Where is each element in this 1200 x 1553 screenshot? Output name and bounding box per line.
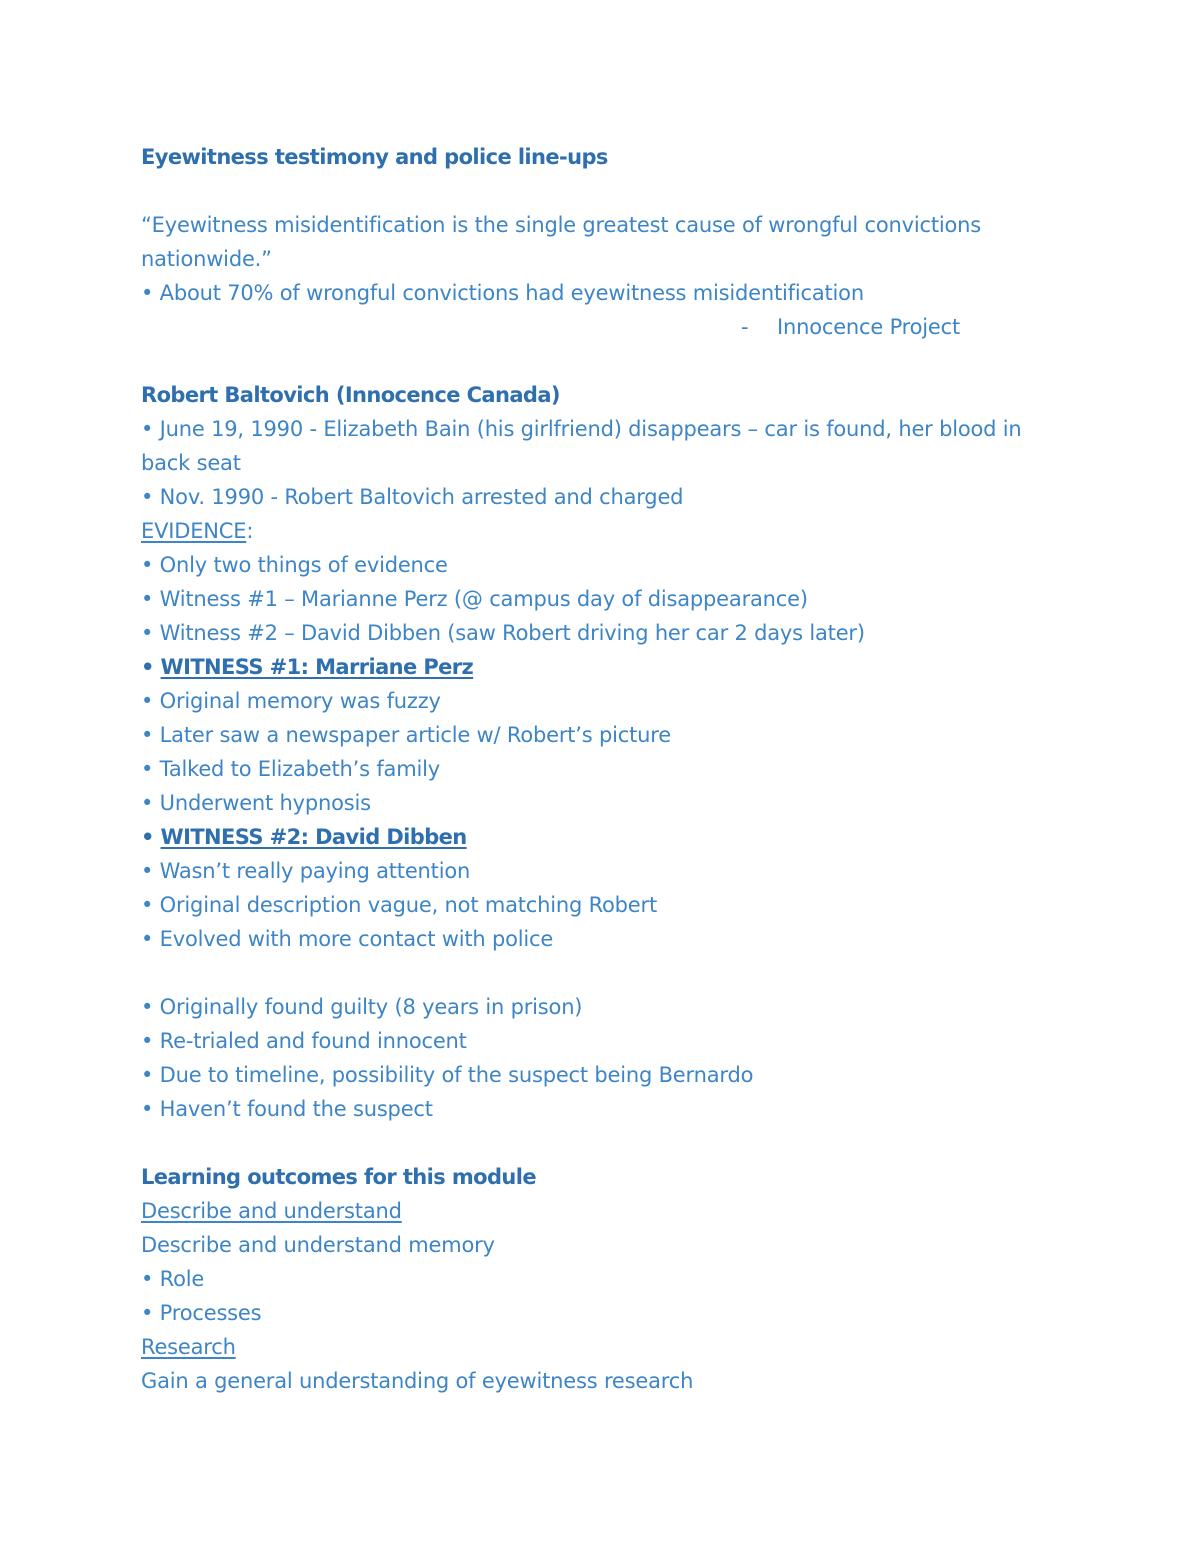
evidence-colon: : [246, 519, 254, 543]
spacer [141, 174, 1041, 208]
witness2-title: WITNESS #2: David Dibben [160, 825, 467, 849]
section-title-baltovich: Robert Baltovich (Innocence Canada) [141, 383, 560, 407]
section-title-learning-outcomes: Learning outcomes for this module [141, 1165, 536, 1189]
section-title-eyewitness: Eyewitness testimony and police line-ups [141, 145, 608, 169]
list-item-outcome-3: • Due to timeline, possibility of the suspect being Bernardo [141, 1063, 754, 1087]
list-item-outcome-1: • Originally found guilty (8 years in prison) [141, 995, 583, 1019]
spacer [141, 1126, 1041, 1160]
subheading-research: Research [141, 1335, 236, 1359]
list-item-witness1-1: • Original memory was fuzzy [141, 689, 441, 713]
spacer [141, 344, 1041, 378]
list-item-evidence-1: • Only two things of evidence [141, 553, 448, 577]
stat-bullet: • About 70% of wrongful convictions had eyewitness misidentification [141, 281, 864, 305]
describe-text: Describe and understand memory [141, 1233, 495, 1257]
witness1-bullet: • [141, 655, 161, 679]
attribution-dash: - [741, 315, 749, 339]
list-item-witness2-1: • Wasn’t really paying attention [141, 859, 471, 883]
list-item-outcome-4: • Haven’t found the suspect [141, 1097, 433, 1121]
list-item-witness1-3: • Talked to Elizabeth’s family [141, 757, 440, 781]
spacer [141, 956, 1041, 990]
witness2-heading [141, 820, 1041, 854]
attribution [141, 310, 1041, 344]
attribution-source: Innocence Project [777, 315, 961, 339]
list-item-witness1-2: • Later saw a newspaper article w/ Robert’s picture [141, 723, 671, 747]
list-item-evidence-2: • Witness #1 – Marianne Perz (@ campus day of disappearance) [141, 587, 808, 611]
research-text: Gain a general understanding of eyewitness research [141, 1369, 694, 1393]
witness2-bullet: • [141, 825, 161, 849]
list-item-intro-1: • June 19, 1990 - Elizabeth Bain (his girlfriend) disappears – car is found, her blood in back seat [141, 417, 1022, 475]
witness1-title: WITNESS #1: Marriane Perz [160, 655, 474, 679]
document-body [141, 140, 1041, 1398]
list-item-intro-2: • Nov. 1990 - Robert Baltovich arrested and charged [141, 485, 684, 509]
witness1-heading [141, 650, 1041, 684]
list-item-outcome-2: • Re-trialed and found innocent [141, 1029, 467, 1053]
evidence-label: EVIDENCE [141, 519, 247, 543]
evidence-heading [141, 514, 1041, 548]
list-item-processes: • Processes [141, 1301, 262, 1325]
list-item-evidence-3: • Witness #2 – David Dibben (saw Robert driving her car 2 days later) [141, 621, 865, 645]
list-item-witness2-2: • Original description vague, not matching Robert [141, 893, 657, 917]
subheading-describe: Describe and understand [141, 1199, 402, 1223]
list-item-role: • Role [141, 1267, 205, 1291]
list-item-witness1-4: • Underwent hypnosis [141, 791, 371, 815]
list-item-witness2-3: • Evolved with more contact with police [141, 927, 554, 951]
quote-text: “Eyewitness misidentification is the single greatest cause of wrongful convictions nationwide.” [141, 213, 981, 271]
